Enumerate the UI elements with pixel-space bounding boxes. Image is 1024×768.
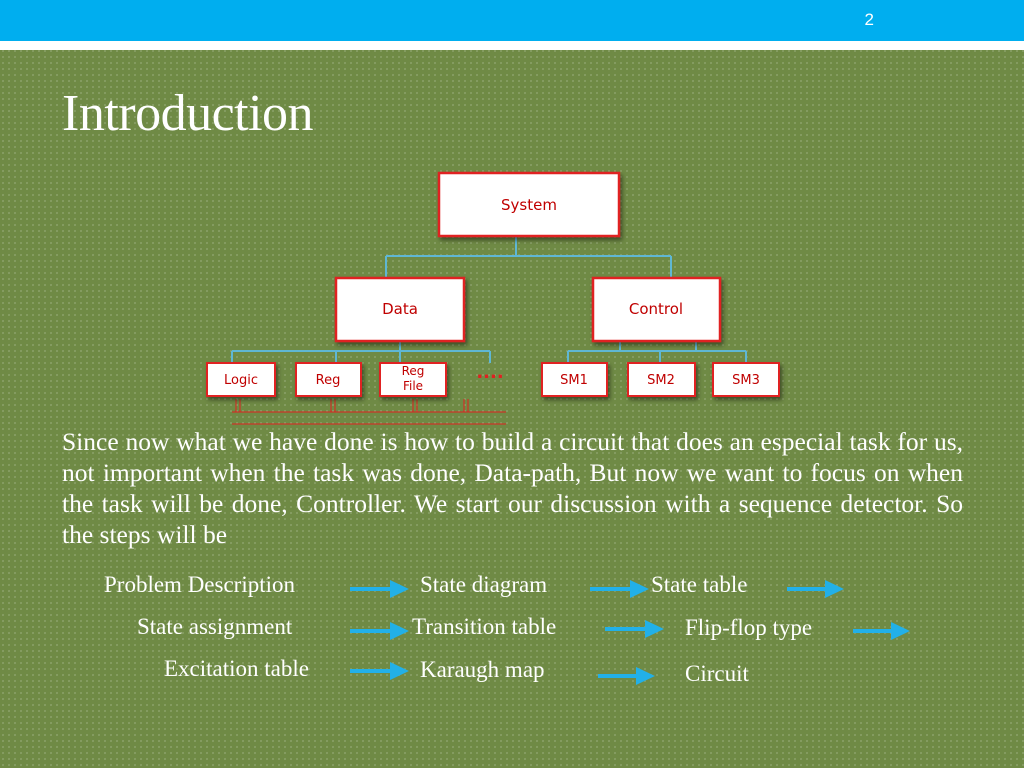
node-reg-label: Reg bbox=[315, 373, 341, 388]
step-excitation-table: Excitation table bbox=[164, 656, 309, 681]
step-transition-table: Transition table bbox=[412, 614, 557, 639]
step-flip-flop-type: Flip-flop type bbox=[685, 615, 813, 640]
node-reg-file bbox=[380, 362, 446, 396]
step-karaugh-map: Karaugh map bbox=[420, 657, 545, 682]
node-control bbox=[593, 278, 720, 341]
step-problem-description: Problem Description bbox=[104, 572, 295, 597]
node-logic bbox=[207, 363, 275, 396]
right-arrow-icon bbox=[787, 580, 844, 598]
node-sm3 bbox=[713, 363, 779, 396]
node-sm3-label: SM3 bbox=[732, 373, 760, 388]
right-arrow-icon bbox=[598, 667, 655, 685]
right-arrow-icon bbox=[853, 622, 910, 640]
node-sm2 bbox=[628, 363, 695, 396]
body-paragraph: Since now what we have done is how to build a circuit that does an especial task for us, not important when the task was done, Data-path, But now we want to focus on when the task will be done, Controller. We start our discussion with a sequence detector. So the steps will be bbox=[62, 427, 963, 549]
right-arrow-icon bbox=[590, 580, 649, 598]
step-circuit: Circuit bbox=[685, 661, 749, 686]
right-arrow-icon bbox=[350, 622, 409, 640]
node-data bbox=[336, 278, 464, 341]
node-system bbox=[439, 173, 619, 236]
right-arrow-icon bbox=[350, 662, 409, 680]
node-control-label: Control bbox=[628, 300, 684, 318]
step-state-assignment: State assignment bbox=[137, 614, 293, 639]
node-sm1-label: SM1 bbox=[560, 373, 588, 388]
node-sm1 bbox=[542, 363, 607, 396]
node-system-label: System bbox=[501, 196, 557, 214]
node-reg bbox=[296, 363, 361, 396]
slide-title: Introduction bbox=[62, 85, 314, 142]
node-logic-label: Logic bbox=[224, 373, 258, 388]
node-reg-file-label: Reg File bbox=[401, 364, 425, 393]
step-state-diagram: State diagram bbox=[420, 572, 548, 597]
more-ellipsis: .... bbox=[476, 362, 504, 383]
page-number: 2 bbox=[864, 10, 874, 29]
node-data-label: Data bbox=[382, 300, 418, 318]
step-state-table: State table bbox=[651, 572, 748, 597]
right-arrow-icon bbox=[350, 580, 409, 598]
data-bus-lines bbox=[232, 399, 506, 424]
node-sm2-label: SM2 bbox=[647, 373, 675, 388]
right-arrow-icon bbox=[605, 620, 664, 638]
